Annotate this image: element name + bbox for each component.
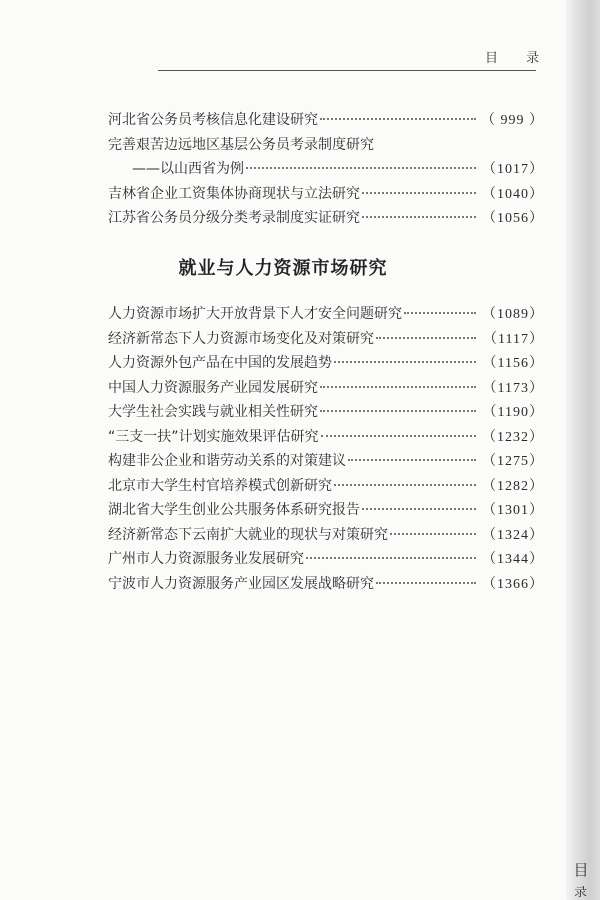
toc-entry	[108, 449, 544, 474]
toc-leader-dots	[334, 484, 476, 486]
toc-entry	[108, 376, 544, 401]
section-heading: 就业与人力资源市场研究	[178, 258, 388, 279]
toc-leader-dots	[320, 118, 476, 120]
toc-page-number: （1190）	[482, 405, 544, 420]
toc-page-number: （1232）	[482, 429, 544, 445]
toc-leader-dots	[320, 386, 476, 388]
toc-entry	[108, 327, 544, 352]
toc-entry-title: 广州市人力资源服务业发展研究	[108, 551, 304, 567]
toc-entry	[108, 498, 544, 523]
toc-leader-dots	[362, 216, 476, 218]
toc-entry	[108, 351, 544, 376]
toc-leader-dots	[376, 337, 476, 339]
toc-list-top	[108, 108, 544, 231]
spine-label: 目	[573, 861, 589, 879]
toc-entry-title: 宁波市人力资源服务产业园区发展战略研究	[108, 575, 374, 592]
toc-page-number: （1156）	[482, 356, 544, 371]
toc-entry-title: 江苏省公务员分级分类考录制度实证研究	[108, 210, 360, 226]
toc-page-number: （1040）	[482, 186, 544, 202]
toc-leader-dots	[348, 459, 476, 461]
toc-entry	[108, 425, 544, 450]
toc-entry-title: 构建非公企业和谐劳动关系的对策建议	[108, 453, 346, 469]
toc-entry	[108, 206, 544, 231]
toc-leader-dots	[334, 361, 476, 363]
toc-entry	[108, 474, 544, 499]
toc-entry-title: “三支一扶”计划实施效果评估研究	[108, 428, 319, 445]
toc-entry-title: 完善艰苦边远地区基层公务员考录制度研究	[108, 136, 374, 153]
toc-page-number: （1017）	[482, 162, 544, 177]
toc-entry-title: 中国人力资源服务产业园发展研究	[108, 379, 318, 396]
toc-leader-dots	[246, 167, 476, 169]
toc-entry-title: 北京市大学生村官培养模式创新研究	[108, 477, 332, 494]
toc-page-number: （ 999 ）	[481, 113, 544, 128]
toc-entry	[108, 302, 544, 327]
toc-entry	[108, 108, 544, 133]
toc-leader-dots	[390, 533, 476, 535]
toc-leader-dots	[362, 192, 476, 194]
toc-page-number: （1366）	[482, 576, 544, 592]
header-rule	[158, 70, 536, 71]
toc-leader-dots	[320, 410, 476, 412]
toc-leader-dots	[321, 435, 476, 437]
toc-entry-title: 人力资源市场扩大开放背景下人才安全问题研究	[108, 306, 402, 322]
running-header: 目 录	[485, 51, 552, 66]
toc-entry-title: 河北省公务员考核信息化建设研究	[108, 112, 318, 128]
toc-entry	[108, 572, 544, 597]
toc-page-number: （1173）	[482, 380, 544, 396]
book-spine-edge	[566, 0, 600, 900]
toc-entry-title: 人力资源外包产品在中国的发展趋势	[108, 355, 332, 371]
spine-label-partial: 录	[574, 886, 588, 900]
toc-page-number: （1301）	[482, 503, 544, 518]
toc-entry-title: 大学生社会实践与就业相关性研究	[108, 404, 318, 420]
toc-page-number: （1344）	[482, 552, 544, 567]
toc-page-number: （1282）	[482, 478, 544, 494]
toc-entry-title: 经济新常态下人力资源市场变化及对策研究	[108, 330, 374, 347]
toc-entry-title: ——以山西省为例	[132, 161, 244, 177]
toc-list-section	[108, 302, 544, 596]
toc-leader-dots	[362, 508, 476, 510]
toc-page-number: （1056）	[482, 211, 544, 226]
toc-entry-title: 吉林省企业工资集体协商现状与立法研究	[108, 185, 360, 202]
toc-entry	[108, 400, 544, 425]
toc-entry	[108, 182, 544, 207]
toc-entry-title: 经济新常态下云南扩大就业的现状与对策研究	[108, 526, 388, 543]
toc-entry	[108, 547, 544, 572]
toc-page-number: （1089）	[482, 307, 544, 322]
toc-page-number: （1275）	[482, 454, 544, 469]
toc-page-number: （1117）	[483, 331, 544, 347]
toc-entry	[108, 157, 544, 182]
toc-entry-title: 湖北省大学生创业公共服务体系研究报告	[108, 502, 360, 518]
toc-leader-dots	[404, 312, 476, 314]
toc-leader-dots	[306, 557, 476, 559]
toc-page-number: （1324）	[482, 527, 544, 543]
toc-leader-dots	[376, 582, 476, 584]
toc-entry	[108, 133, 544, 158]
toc-entry	[108, 523, 544, 548]
